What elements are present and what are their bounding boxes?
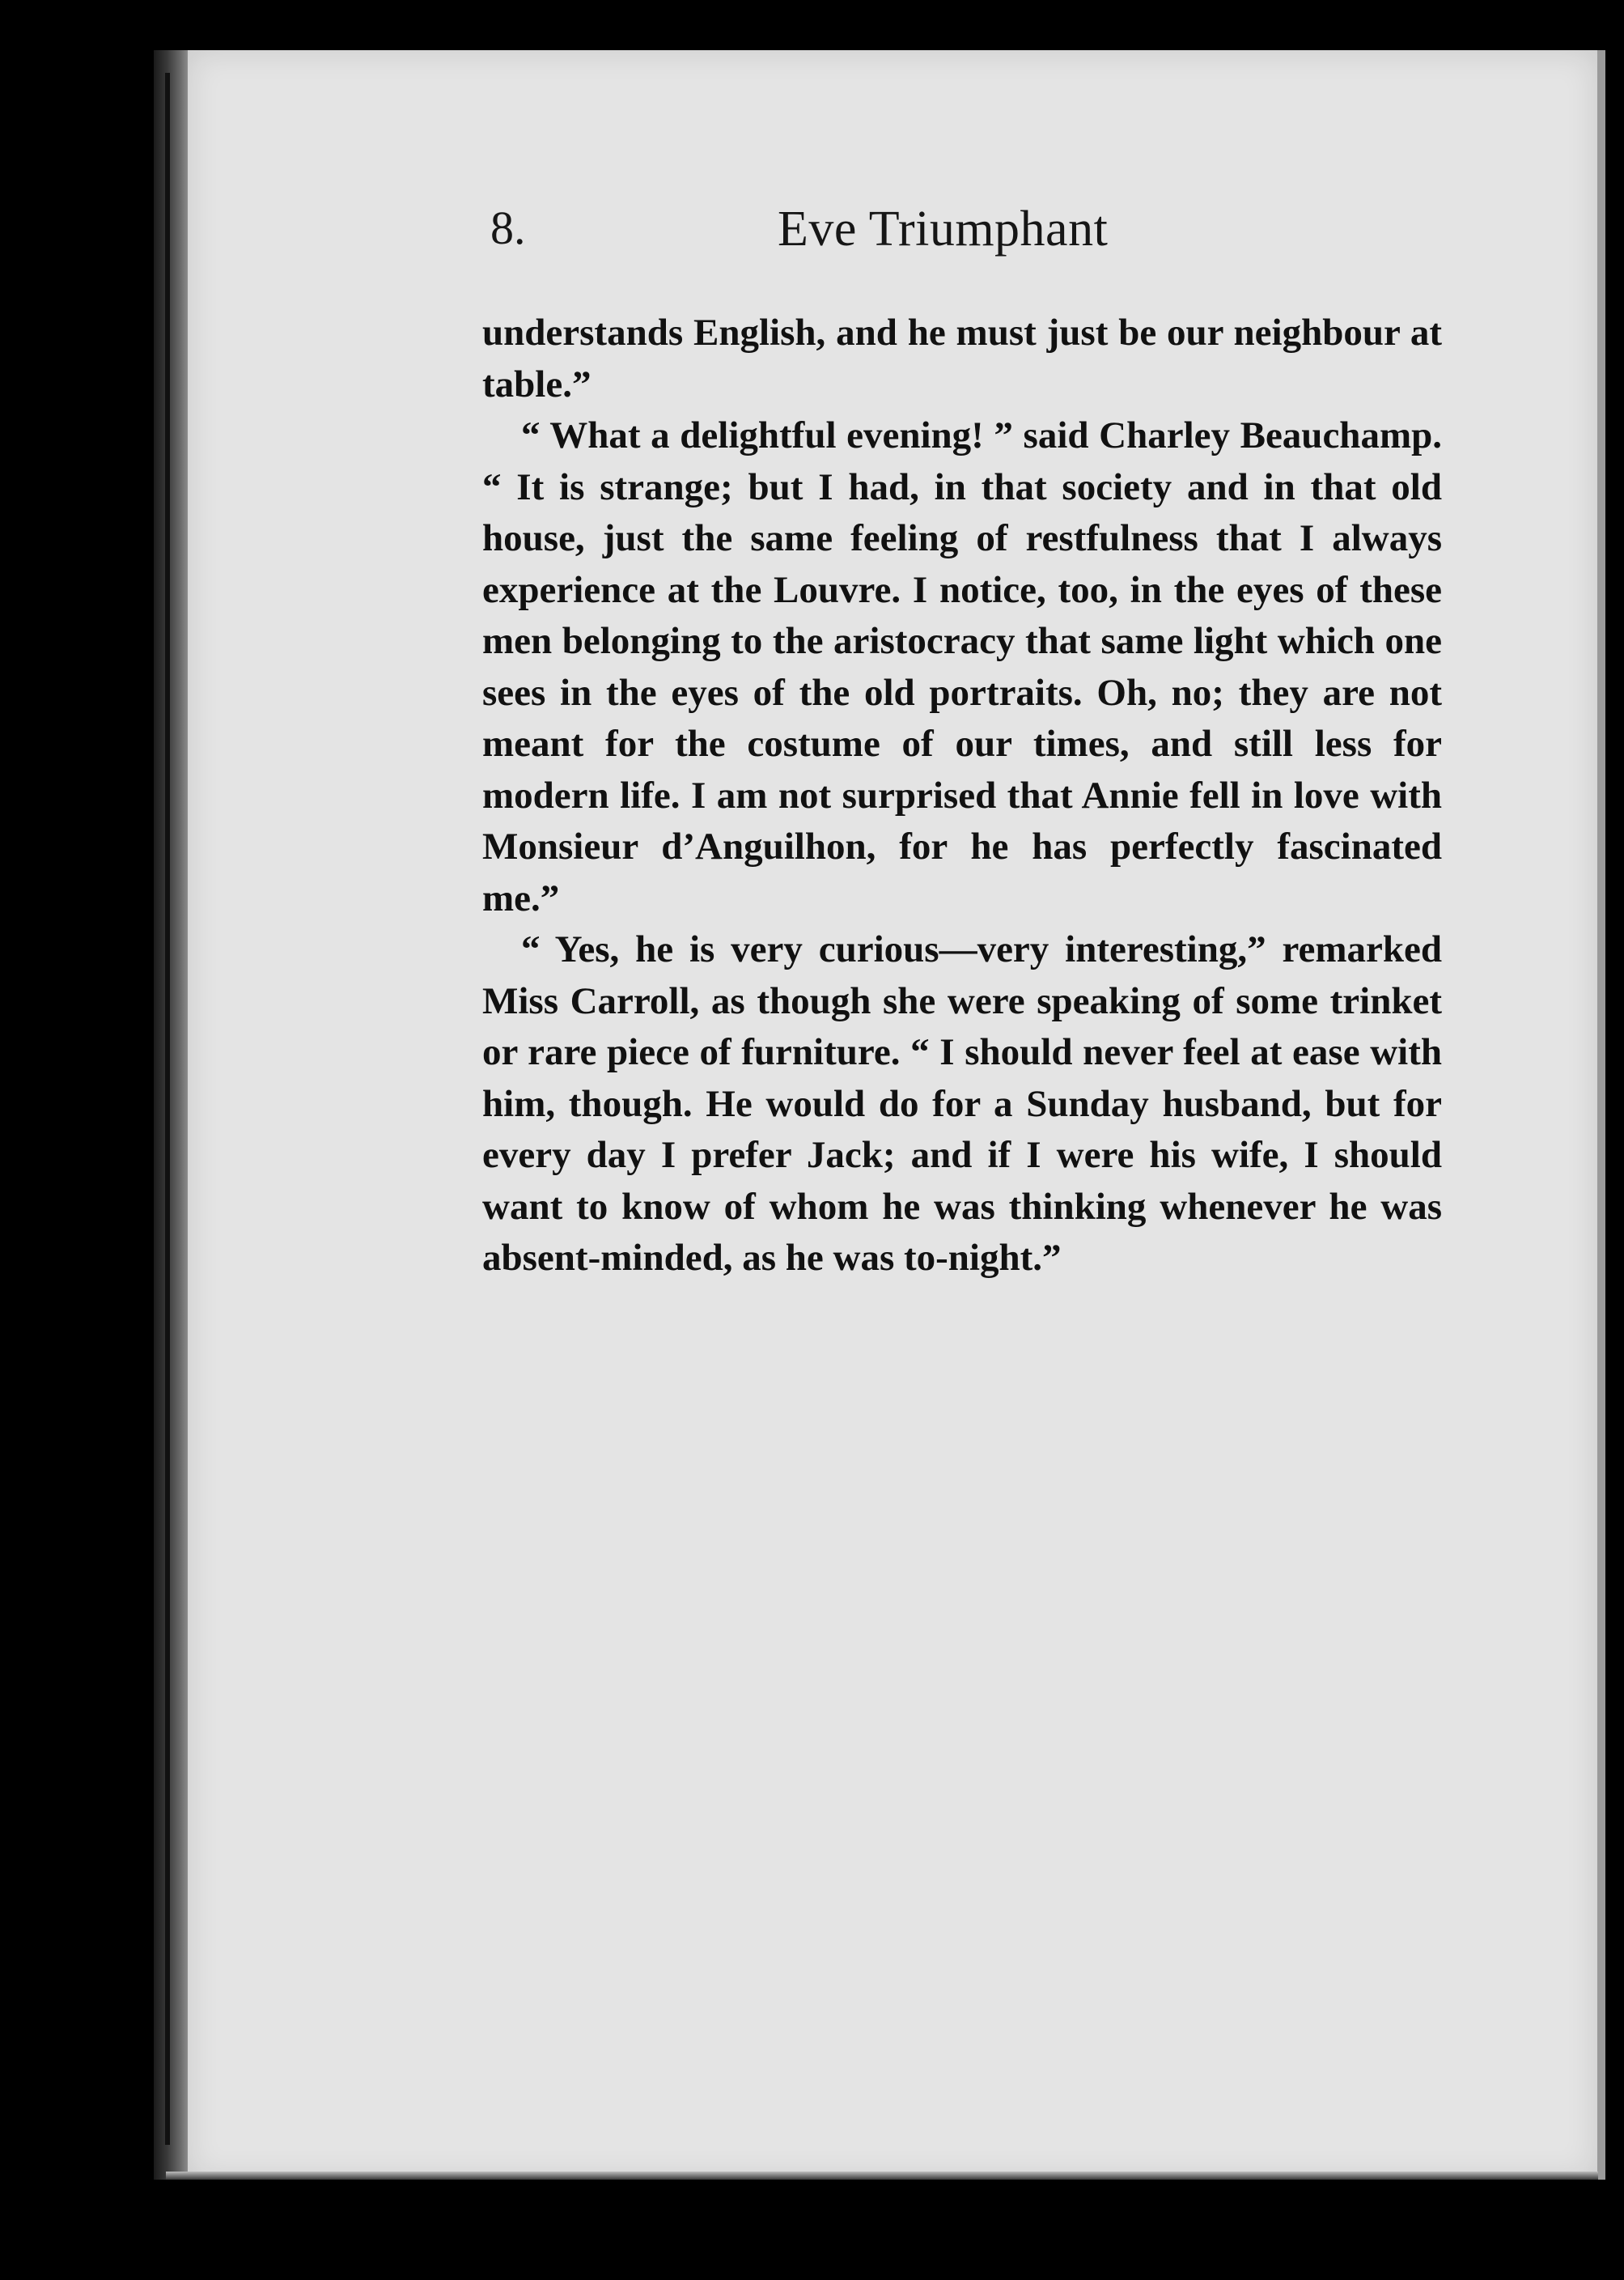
page-header — [490, 201, 1445, 274]
body-text — [482, 308, 1442, 1284]
paragraph-continued: understands English, and he must just be our neighbour at table.” — [482, 312, 1442, 405]
page-bottom-edge — [166, 2172, 1598, 2180]
paragraph-miss-carroll: “ Yes, he is very curious—very interesting,” remarked Miss Carroll, as though she were speaking of some trinket or rare piece of furniture. “ I should never feel at ease with him, though. He would do for a Sunday husband, but for every day I prefer Jack; and if I were his wife, I should want to know of whom he was thinking whenever he was absent-minded, as he was to-night.” — [482, 928, 1442, 1279]
running-title: Eve Triumphant — [778, 202, 1109, 257]
paragraph-charley: “ What a delightful evening! ” said Charley Beauchamp. “ It is strange; but I had, in that society and in that old house, just the same feeling of restfulness that I always experience at the Louvre. I notice, too, in the eyes of these men belonging to the aristocracy that same light which one sees in the eyes of the old portraits. Oh, no; they are not meant for the costume of our times, and still less for modern life. I am not surprised that Annie fell in love with Monsieur d’Anguilhon, for he has perfectly fascinated me.” — [482, 414, 1442, 919]
binding-edge — [165, 73, 170, 2145]
page-right-edge — [1597, 50, 1605, 2180]
page-number: 8. — [490, 202, 526, 254]
